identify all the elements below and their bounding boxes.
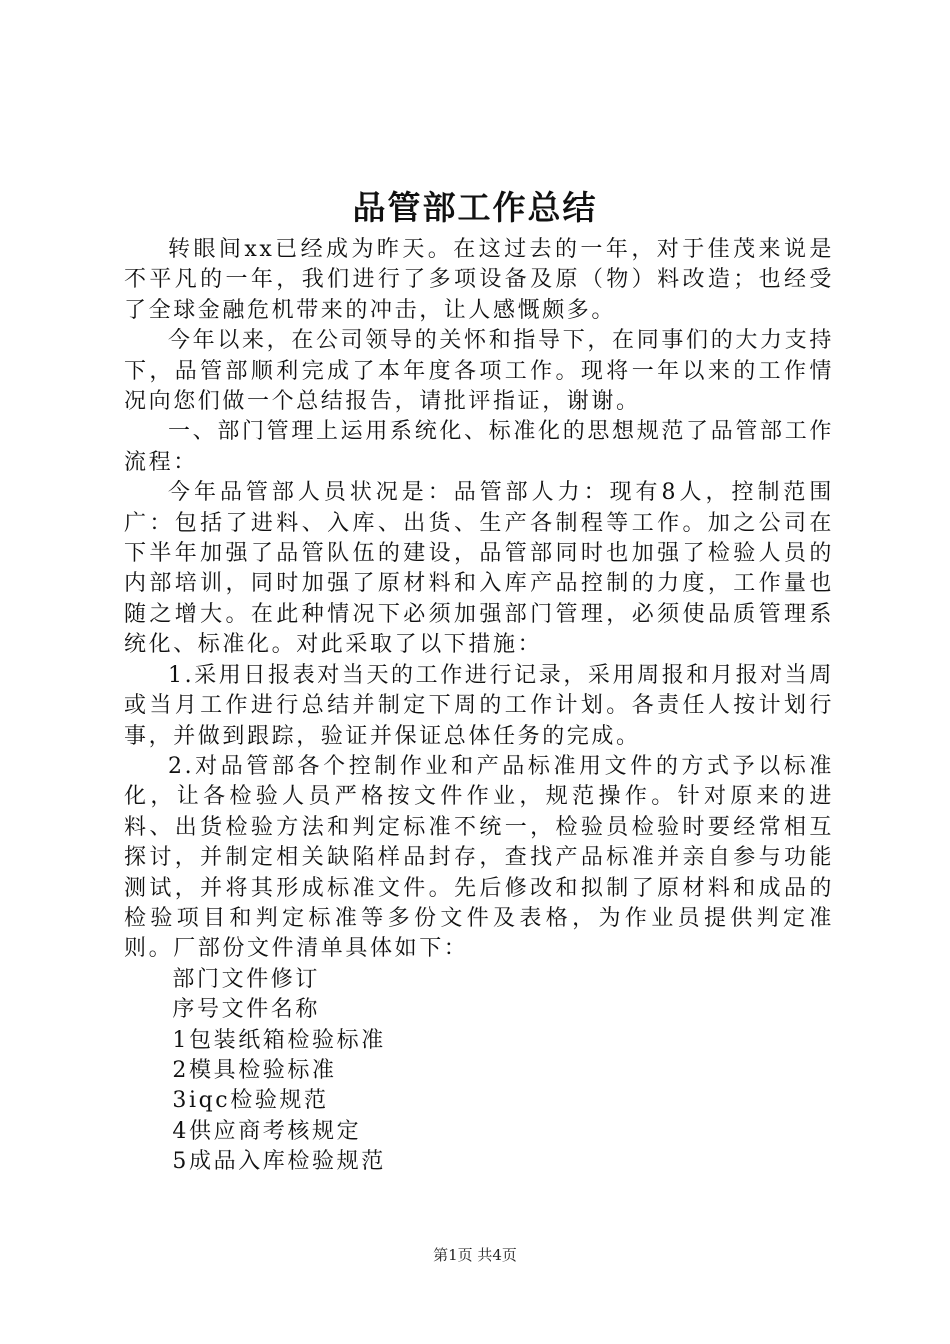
list-item: 3iqc检验规范 (172, 1088, 329, 1114)
paragraph: 2.对品管部各个控制作业和产品标准用文件的方式予以标准化，让各检验人员严格按文件作业，规范操作。针对原来的进料、出货检验方法和判定标准不统一，检验员检验时要经常相互探讨，并制定相关缺陷样品封存，查找产品标准并亲自参与功能测试，并将其形成标准文件。先后修改和拟制了原材料和成品的检验项目和判定标准等多份文件及表格，为作业员提供判定准则。厂部份文件清单具体如下： (124, 753, 834, 962)
section-heading: 一、部门管理上运用系统化、标准化的思想规范了品管部工作流程： (124, 419, 834, 475)
list-item: 部门文件修订 (172, 966, 320, 992)
list-item: 2模具检验标准 (172, 1057, 337, 1083)
paragraph: 转眼间xx已经成为昨天。在这过去的一年，对于佳茂来说是不平凡的一年，我们进行了多项设备及原（物）料改造；也经受了全球金融危机带来的冲击，让人感慨颇多。 (124, 237, 834, 323)
page-title: 品管部工作总结 (352, 188, 598, 227)
list-item: 1包装纸箱检验标准 (172, 1027, 386, 1053)
list-item: 4供应商考核规定 (172, 1118, 362, 1144)
list-item: 5成品入库检验规范 (172, 1149, 386, 1175)
paragraph: 1.采用日报表对当天的工作进行记录，采用周报和月报对当周或当月工作进行总结并制定下周的工作计划。各责任人按计划行事，并做到跟踪，验证并保证总体任务的完成。 (124, 662, 834, 749)
paragraph: 今年以来，在公司领导的关怀和指导下，在同事们的大力支持下，品管部顺利完成了本年度各项工作。现将一年以来的工作情况向您们做一个总结报告，请批评指证，谢谢。 (124, 328, 834, 415)
paragraph: 今年品管部人员状况是：品管部人力：现有8人，控制范围广：包括了进料、入库、出货、生产各制程等工作。加之公司在下半年加强了品管队伍的建设，品管部同时也加强了检验人员的内部培训，同时加强了原材料和入库产品控制的力度，工作量也随之增大。在此种情况下必须加强部门管理，必须使品质管理系统化、标准化。对此采取了以下措施： (124, 480, 834, 658)
page-number: 第1页 共4页 (433, 1246, 517, 1264)
list-item: 序号文件名称 (172, 997, 320, 1023)
document-body (124, 235, 834, 1178)
